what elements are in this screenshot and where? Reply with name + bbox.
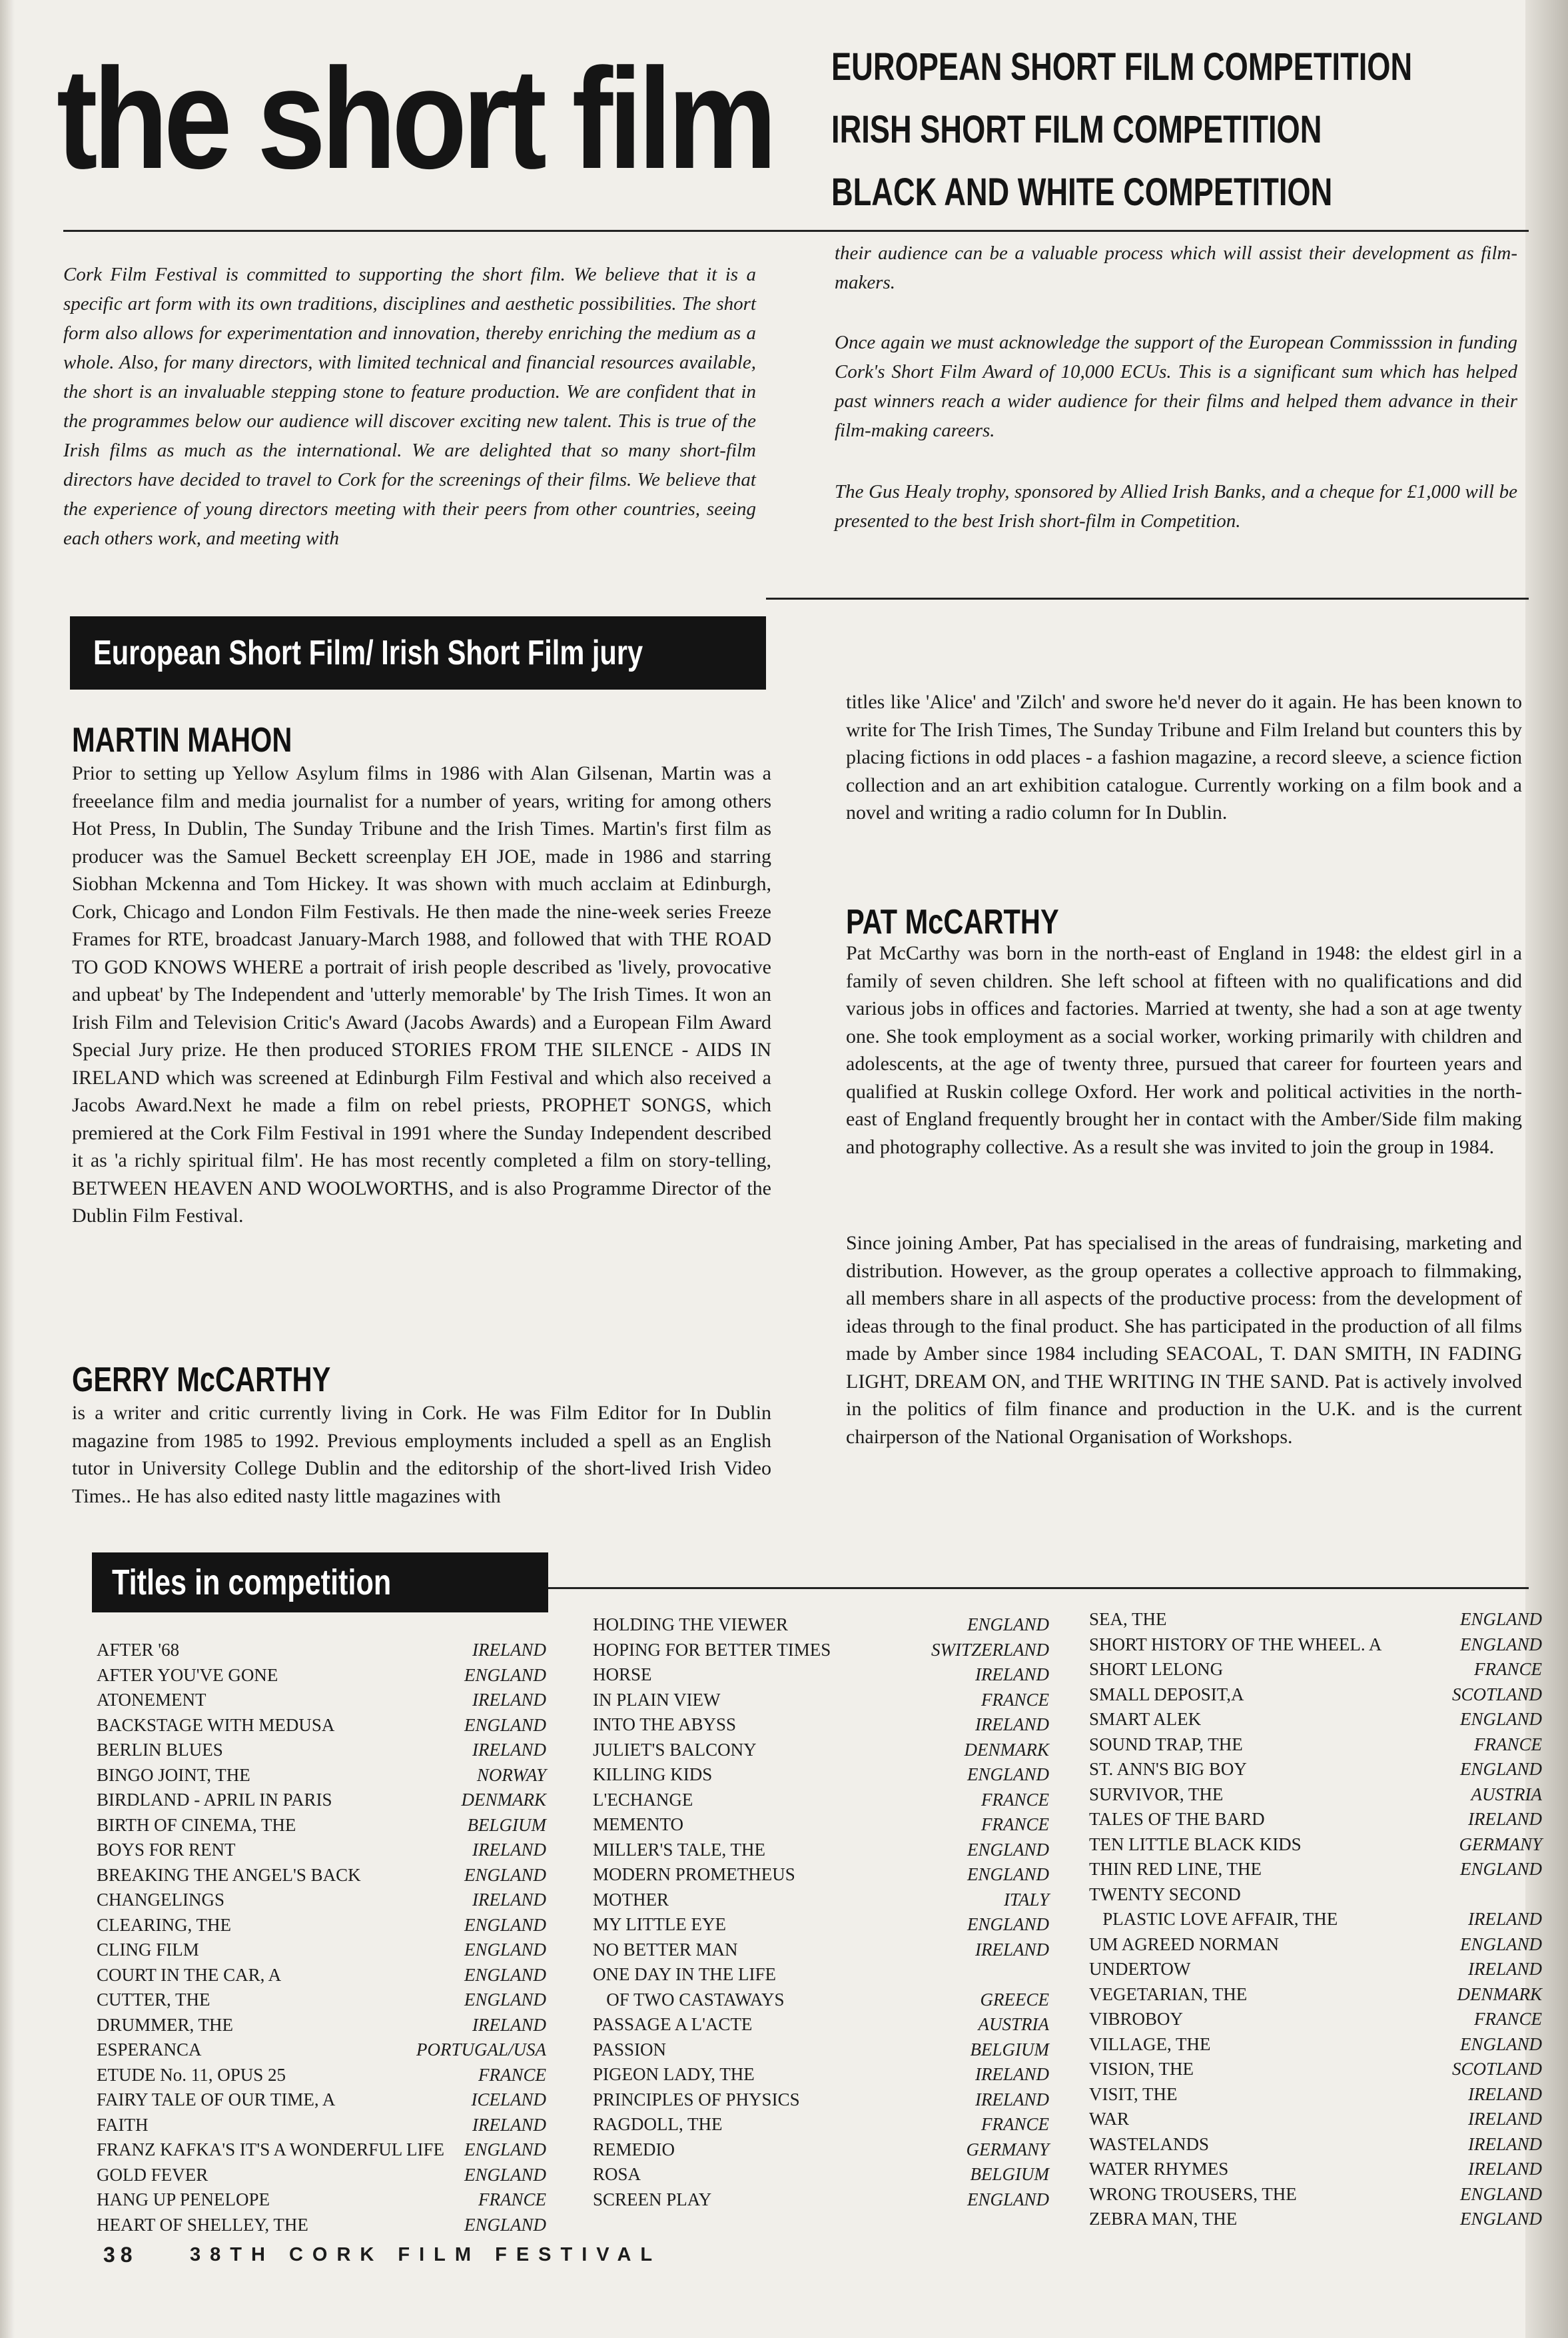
film-title: MILLER'S TALE, THE: [593, 1839, 765, 1860]
list-item: [1089, 2057, 1542, 2082]
film-title: CHANGELINGS: [97, 1890, 224, 1910]
film-title: JULIET'S BALCONY: [593, 1739, 757, 1760]
film-country: ENGLAND: [1459, 1709, 1542, 1729]
film-country: IRELAND: [472, 1890, 546, 1910]
film-country: ENGLAND: [1459, 2183, 1542, 2204]
film-country: IRELAND: [975, 2064, 1049, 2084]
list-item: [1089, 2207, 1542, 2232]
list-item: [1089, 1932, 1542, 1958]
list-item: [97, 1763, 546, 1788]
list-item: [1089, 1732, 1542, 1758]
list-item: [593, 1712, 1049, 1738]
list-item: [97, 1963, 546, 1988]
film-title: HEART OF SHELLEY, THE: [97, 2214, 308, 2235]
film-title: REMEDIO: [593, 2139, 675, 2159]
list-item: [1089, 1782, 1542, 1808]
film-title: CLEARING, THE: [97, 1914, 231, 1935]
list-item: [1089, 1707, 1542, 1732]
film-country: BELGIUM: [467, 1814, 546, 1835]
film-title: BERLIN BLUES: [97, 1740, 223, 1760]
film-title: IN PLAIN VIEW: [593, 1689, 721, 1710]
film-country: FRANCE: [1474, 2009, 1542, 2029]
film-title: TEN LITTLE BLACK KIDS: [1089, 1834, 1302, 1854]
film-country: IRELAND: [1468, 2083, 1542, 2104]
list-item: [97, 1788, 546, 1813]
film-country: IRELAND: [975, 2089, 1049, 2109]
film-country: ENGLAND: [464, 2164, 546, 2185]
list-item: [593, 1862, 1049, 1888]
list-item: [97, 2213, 546, 2238]
jury-name-gerry: GERRY McCARTHY: [72, 1361, 331, 1399]
competition-title-irish: IRISH SHORT FILM COMPETITION: [831, 108, 1322, 151]
list-item: [1089, 2032, 1542, 2057]
page-number: 38: [103, 2243, 138, 2267]
competition-title-bw: BLACK AND WHITE COMPETITION: [831, 171, 1333, 214]
film-title: L'ECHANGE: [593, 1789, 693, 1810]
film-title: BIRDLAND - APRIL IN PARIS: [97, 1790, 332, 1810]
film-title: RAGDOLL, THE: [593, 2114, 723, 2134]
film-country: FRANCE: [1474, 1659, 1542, 1679]
list-item: [593, 1838, 1049, 1863]
intro-right-2: Once again we must acknowledge the support of the European Commisssion in funding Cork's Short Film Award of 10,000 ECUs. This is a significant sum which has helped past winners reach a wider audience for their films and helped them advance in their film-making careers.: [835, 332, 1517, 441]
list-item: [1089, 2182, 1542, 2207]
film-country: FRANCE: [478, 2064, 546, 2085]
jury-name-martin: MARTIN MAHON: [72, 721, 292, 760]
film-country: IRELAND: [1468, 2109, 1542, 2129]
list-item: [1089, 1957, 1542, 1982]
film-title: INTO THE ABYSS: [593, 1714, 737, 1734]
film-country: SWITZERLAND: [931, 1639, 1049, 1660]
intro-right-1: their audience can be a valuable process which will assist their development as film-makers.: [835, 243, 1517, 293]
film-title: FRANZ KAFKA'S IT'S A WONDERFUL LIFE: [97, 2139, 445, 2159]
film-country: ENGLAND: [967, 1614, 1049, 1634]
film-title: SMART ALEK: [1089, 1709, 1202, 1729]
film-country: GERMANY: [1459, 1834, 1542, 1854]
list-item: [97, 2013, 546, 2038]
film-country: ENGLAND: [967, 2189, 1049, 2209]
film-title: VIBROBOY: [1089, 2009, 1184, 2029]
film-country: ENGLAND: [967, 1914, 1049, 1934]
list-item: [97, 1988, 546, 2013]
list-item: [593, 2112, 1049, 2137]
film-country: BELGIUM: [970, 2039, 1049, 2059]
list-item: [593, 1762, 1049, 1788]
film-title: VILLAGE, THE: [1089, 2034, 1211, 2054]
list-item: [1089, 2157, 1542, 2182]
titles-rule: [546, 1587, 1529, 1589]
film-title: CUTTER, THE: [97, 1990, 210, 2010]
film-title: BREAKING THE ANGEL'S BACK: [97, 1864, 361, 1885]
film-country: ENGLAND: [464, 1714, 546, 1735]
film-title: NO BETTER MAN: [593, 1939, 738, 1960]
film-title: UNDERTOW: [1089, 1959, 1191, 1979]
film-title: MODERN PROMETHEUS: [593, 1864, 795, 1884]
film-country: ENGLAND: [1459, 1934, 1542, 1954]
competition-title-european: EUROPEAN SHORT FILM COMPETITION: [831, 45, 1413, 89]
film-title: VISIT, THE: [1089, 2083, 1178, 2104]
film-title: BOYS FOR RENT: [97, 1840, 236, 1860]
film-country: FRANCE: [981, 1689, 1049, 1710]
film-country: ENGLAND: [967, 1839, 1049, 1860]
film-country: ENGLAND: [1459, 1609, 1542, 1629]
titles-column-2: [593, 1612, 1049, 2212]
film-title: BACKSTAGE WITH MEDUSA: [97, 1714, 335, 1735]
list-item: [593, 1662, 1049, 1688]
film-country: ICELAND: [471, 2089, 546, 2109]
list-item: [1089, 1657, 1542, 1682]
list-item: [97, 2163, 546, 2188]
film-country: ENGLAND: [464, 1914, 546, 1935]
film-title: PIGEON LADY, THE: [593, 2064, 755, 2084]
film-country: IRELAND: [1468, 1809, 1542, 1829]
film-title: THIN RED LINE, THE: [1089, 1859, 1262, 1879]
film-title: WAR: [1089, 2109, 1129, 2129]
list-item: [1089, 2007, 1542, 2032]
list-item: [1089, 1807, 1542, 1832]
film-title: PASSION: [593, 2039, 667, 2059]
jury-bio-pat-2: Since joining Amber, Pat has specialised in the areas of fundraising, marketing and distribution. However, as the group operates a collective approach to filmmaking, all members share in all aspects of the productive process: from the development of ideas through to the final product. She has participated in the production of all films made by Amber since 1984 including SEACOAL, T. DAN SMITH, IN FADING LIGHT, DREAM ON, and THE WRITING IN THE SAND. Pat is actively involved in the politics of film finance and production in the U.K. and is the current chairperson of the National Organisation of Workshops.: [846, 1232, 1522, 1448]
film-country: FRANCE: [981, 1789, 1049, 1810]
list-item: [97, 2137, 546, 2163]
jury-heading: European Short Film/ Irish Short Film jury: [93, 634, 643, 672]
film-country: GREECE: [980, 1989, 1049, 2010]
film-title: BINGO JOINT, THE: [97, 1764, 250, 1785]
film-title: DRUMMER, THE: [97, 2014, 234, 2035]
titles-column-3: [1089, 1607, 1542, 2232]
film-country: ENGLAND: [464, 2139, 546, 2159]
film-title: ESPERANCA: [97, 2040, 202, 2059]
film-title: ROSA: [593, 2164, 641, 2184]
list-item: [1089, 1832, 1542, 1858]
jury-heading-bar: [70, 616, 766, 690]
film-country: GERMANY: [966, 2139, 1049, 2159]
list-item: [1089, 2132, 1542, 2157]
film-title: FAITH: [97, 2114, 149, 2135]
film-title: HORSE: [593, 1664, 652, 1684]
film-country: IRELAND: [472, 1690, 546, 1710]
film-country: IRELAND: [472, 1640, 546, 1660]
film-country: DENMARK: [964, 1739, 1049, 1760]
festival-footer: 38TH CORK FILM FESTIVAL: [190, 2244, 662, 2265]
film-country: IRELAND: [975, 1939, 1049, 1960]
film-title: MOTHER: [593, 1889, 669, 1910]
jury-bio-martin: Prior to setting up Yellow Asylum films in 1986 with Alan Gilsenan, Martin was a freeelance film and media journalist for a number of years, writing for among others Hot Press, In Dublin, The Sunday Tribune and the Irish Times. Martin's first film as producer was the Samuel Beckett screenplay EH JOE, made in 1986 and starring Siobhan Mckenna and Tom Hickey. It was shown with much acclaim at Edinburgh, Cork, Chicago and London Film Festivals. He then made the nine-week series Freeze Frames for RTE, broadcast January-March 1988, and followed that with THE ROAD TO GOD KNOWS WHERE a portrait of irish people described as 'lively, provocative and upbeat' by The Independent and 'utterly memorable' by The Irish Times. It won an Irish Film and Television Critic's Award (Jacobs Awards) and a European Film Award Special Jury prize. He then produced STORIES FROM THE SILENCE - AIDS IN IRELAND which was screened at Edinburgh Film Festival and which also received a Jacobs Award.Next he made a film on rebel priests, PROPHET SONGS, which premiered at the Cork Film Festival in 1991 where the Sunday Independent described it as 'a richly spiritual film'. He has most recently completed a film on story-telling, BETWEEN HEAVEN AND WOOLWORTHS, and is also Programme Director of the Dublin Film Festival.: [72, 762, 771, 1227]
list-item: [97, 1838, 546, 1863]
film-title: SMALL DEPOSIT,A: [1089, 1684, 1244, 1704]
film-title: FAIRY TALE OF OUR TIME, A: [97, 2089, 336, 2109]
list-item: [1089, 1632, 1542, 1658]
film-title: BIRTH OF CINEMA, THE: [97, 1814, 296, 1835]
film-title: GOLD FEVER: [97, 2164, 208, 2185]
jury-bio-gerry: is a writer and critic currently living in Cork. He was Film Editor for In Dublin magazine from 1985 to 1992. Previous employments included a spell as an English tutor in University College Dublin and the editorship of the short-lived Irish Video Times.. He has also edited nasty little magazines with: [72, 1402, 771, 1507]
list-item: [1089, 1907, 1542, 1932]
header-rule: [63, 230, 1529, 232]
film-country: IRELAND: [472, 1740, 546, 1760]
film-country: ENGLAND: [464, 1864, 546, 1885]
list-item: [97, 2087, 546, 2113]
list-item: [97, 2063, 546, 2088]
film-title: UM AGREED NORMAN: [1089, 1934, 1280, 1954]
film-title: AFTER '68: [97, 1640, 180, 1660]
list-item: [1089, 1607, 1542, 1632]
film-title: PASSAGE A L'ACTE: [593, 2014, 753, 2034]
film-title: OF TWO CASTAWAYS: [593, 1989, 785, 2010]
film-country: ENGLAND: [1459, 2209, 1542, 2229]
list-item: [97, 2038, 546, 2063]
film-country: ENGLAND: [967, 1864, 1049, 1884]
film-country: IRELAND: [1468, 1909, 1542, 1929]
list-item: [97, 1688, 546, 1713]
film-country: ENGLAND: [967, 1764, 1049, 1784]
film-country: ENGLAND: [464, 1940, 546, 1960]
list-item: [593, 2062, 1049, 2087]
film-title: TALES OF THE BARD: [1089, 1809, 1265, 1829]
film-country: IRELAND: [1468, 2159, 1542, 2179]
jury-bio-gerry-cont: titles like 'Alice' and 'Zilch' and swore he'd never do it again. He has been known to write for The Irish Times, The Sunday Tribune and Film Ireland but counters this by placing fictions in odd places - a fashion magazine, a record sleeve, a science fiction collection and an art exhibition catalogue. Currently working on a film book and a novel and writing a radio column for In Dublin.: [846, 691, 1522, 824]
film-country: SCOTLAND: [1451, 2059, 1542, 2079]
film-title: VISION, THE: [1089, 2059, 1194, 2079]
film-country: BELGIUM: [970, 2164, 1049, 2184]
list-item: [1089, 1682, 1542, 1708]
list-item: [593, 1812, 1049, 1838]
list-item: [593, 2087, 1049, 2113]
titles-heading-bar: [92, 1552, 548, 1612]
film-title: HOLDING THE VIEWER: [593, 1614, 788, 1634]
jury-rule: [766, 598, 1529, 600]
film-title: SOUND TRAP, THE: [1089, 1734, 1243, 1754]
film-country: ENGLAND: [1459, 1859, 1542, 1879]
film-title: MY LITTLE EYE: [593, 1914, 726, 1934]
list-item: [593, 2187, 1049, 2213]
list-item: [593, 1888, 1049, 1913]
film-country: DENMARK: [461, 1790, 546, 1810]
list-item: [593, 1638, 1049, 1663]
film-title: ZEBRA MAN, THE: [1089, 2209, 1238, 2229]
list-item: [593, 1988, 1049, 2013]
jury-name-pat: PAT McCARTHY: [846, 903, 1059, 941]
film-title: HOPING FOR BETTER TIMES: [593, 1639, 831, 1660]
film-title: ETUDE No. 11, OPUS 25: [97, 2064, 286, 2085]
list-item: [593, 1688, 1049, 1713]
film-title: HANG UP PENELOPE: [97, 2189, 270, 2209]
list-item: [593, 1738, 1049, 1763]
film-country: IRELAND: [1468, 2133, 1542, 2154]
film-country: ENGLAND: [1459, 1634, 1542, 1654]
titles-column-1: [97, 1638, 546, 2237]
list-item: [97, 1663, 546, 1688]
film-country: IRELAND: [1468, 1959, 1542, 1979]
film-country: PORTUGAL/USA: [416, 2040, 546, 2059]
titles-heading: Titles in competition: [112, 1562, 392, 1602]
intro-left: Cork Film Festival is committed to supporting the short film. We believe that it is a specific art form with its own traditions, disciplines and aesthetic possibilities. The short form also allows for experimentation and innovation, thereby enriching the medium as a whole. Also, for many directors, with limited technical and financial resources available, the short is an invaluable stepping stone to feature production. We are confident that in the programmes below our audience will discover exciting new talent. This is true of the Irish films as much as the international. We are delighted that so many short-film directors have decided to travel to Cork for the screenings of their films. We believe that the experience of young directors meeting with their peers from other countries, seeing each others work, and meeting with: [63, 264, 756, 549]
film-title: PRINCIPLES OF PHYSICS: [593, 2089, 800, 2109]
list-item: [97, 1713, 546, 1738]
list-item: [593, 2012, 1049, 2038]
film-title: ONE DAY IN THE LIFE: [593, 1964, 776, 1984]
list-item: [593, 2162, 1049, 2187]
film-title: WATER RHYMES: [1089, 2159, 1229, 2179]
page-title: the short film: [57, 38, 773, 199]
film-country: IRELAND: [472, 2014, 546, 2035]
film-title: SHORT LELONG: [1089, 1659, 1224, 1679]
film-country: NORWAY: [476, 1764, 546, 1785]
film-country: AUSTRIA: [978, 2014, 1049, 2034]
film-title: KILLING KIDS: [593, 1764, 713, 1784]
list-item: [593, 2137, 1049, 2163]
film-title: SURVIVOR, THE: [1089, 1784, 1224, 1804]
film-country: DENMARK: [1457, 1984, 1542, 2004]
film-country: FRANCE: [981, 1814, 1049, 1834]
list-item: [1089, 1982, 1542, 2008]
film-title: AFTER YOU'VE GONE: [97, 1664, 278, 1685]
film-title: MEMENTO: [593, 1814, 684, 1834]
film-country: AUSTRIA: [1471, 1784, 1542, 1804]
film-country: ENGLAND: [464, 2214, 546, 2235]
film-title: CLING FILM: [97, 1940, 199, 1960]
film-title: COURT IN THE CAR, A: [97, 1964, 282, 1985]
film-country: ENGLAND: [1459, 2034, 1542, 2054]
film-country: SCOTLAND: [1451, 1684, 1542, 1704]
intro-right-3: The Gus Healy trophy, sponsored by Allied Irish Banks, and a cheque for £1,000 will be presented to the best Irish short-film in Competition.: [835, 481, 1517, 532]
list-item: [593, 1962, 1049, 1988]
list-item: [1089, 1857, 1542, 1882]
film-title: SEA, THE: [1089, 1609, 1167, 1629]
film-title: SHORT HISTORY OF THE WHEEL. A: [1089, 1634, 1382, 1654]
film-country: ENGLAND: [464, 1964, 546, 1985]
film-country: ENGLAND: [1459, 1759, 1542, 1779]
film-title: PLASTIC LOVE AFFAIR, THE: [1089, 1909, 1338, 1929]
list-item: [97, 1888, 546, 1913]
list-item: [593, 2038, 1049, 2063]
list-item: [593, 1788, 1049, 1813]
list-item: [1089, 1757, 1542, 1782]
film-title: WASTELANDS: [1089, 2133, 1209, 2154]
page-binding-shadow: [0, 0, 15, 2338]
list-item: [97, 2113, 546, 2138]
film-title: SCREEN PLAY: [593, 2189, 712, 2209]
film-country: IRELAND: [472, 2114, 546, 2135]
list-item: [1089, 2082, 1542, 2107]
film-country: ITALY: [1004, 1889, 1049, 1910]
list-item: [97, 1913, 546, 1938]
list-item: [97, 1638, 546, 1663]
jury-bio-pat-1: Pat McCarthy was born in the north-east of England in 1948: the eldest girl in a family of seven children. She left school at fifteen with no qualifications and did various jobs in offices and factories. Married at twenty, she had a son at age twenty one. She took employment as a social worker, working primarily with children and adolescents, at the age of twenty three, pursued that career for fourteen years and qualified at Ruskin college Oxford. Her work and political activities in the north-east of England frequently brought her in contact with the Amber/Side film making and photography collective. As a result she was invited to join the group in 1984.: [846, 942, 1522, 1158]
film-country: FRANCE: [981, 2114, 1049, 2134]
list-item: [593, 1938, 1049, 1963]
film-country: IRELAND: [975, 1714, 1049, 1734]
list-item: [97, 1738, 546, 1763]
list-item: [97, 1813, 546, 1838]
film-country: IRELAND: [975, 1664, 1049, 1684]
list-item: [97, 2187, 546, 2213]
film-title: TWENTY SECOND: [1089, 1884, 1241, 1904]
film-title: ATONEMENT: [97, 1690, 206, 1710]
film-country: ENGLAND: [464, 1664, 546, 1685]
film-country: FRANCE: [1474, 1734, 1542, 1754]
list-item: [593, 1912, 1049, 1938]
film-title: WRONG TROUSERS, THE: [1089, 2183, 1297, 2204]
film-title: VEGETARIAN, THE: [1089, 1984, 1248, 2004]
list-item: [1089, 1882, 1542, 1908]
list-item: [97, 1863, 546, 1888]
film-title: ST. ANN'S BIG BOY: [1089, 1759, 1247, 1779]
list-item: [97, 1938, 546, 1963]
list-item: [593, 1612, 1049, 1638]
list-item: [1089, 2107, 1542, 2132]
film-country: IRELAND: [472, 1840, 546, 1860]
film-country: FRANCE: [478, 2189, 546, 2209]
film-country: ENGLAND: [464, 1990, 546, 2010]
